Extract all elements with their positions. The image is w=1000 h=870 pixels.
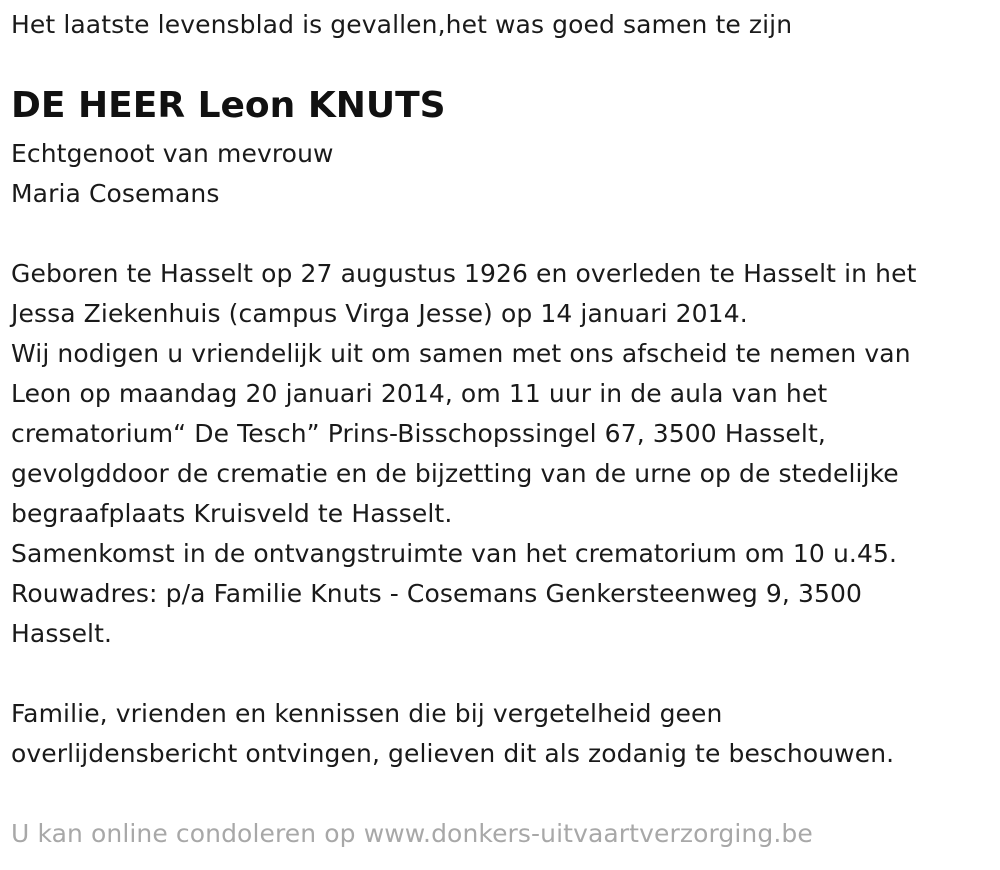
notice-body <box>11 254 916 654</box>
spouse-line: Maria Cosemans <box>11 179 220 208</box>
body-line: Leon op maandag 20 januari 2014, om 11 uur in de aula van het <box>11 379 828 408</box>
body-line: crematorium“ De Tesch” Prins-Bisschopssingel 67, 3500 Hasselt, <box>11 419 826 448</box>
deceased-name: DE HEER Leon KNUTS <box>11 85 446 126</box>
closing-line: Familie, vrienden en kennissen die bij vergetelheid geen <box>11 699 723 728</box>
body-line: gevolgddoor de crematie en de bijzetting van de urne op de stedelijke <box>11 459 899 488</box>
body-line: Rouwadres: p/a Familie Knuts - Cosemans Genkersteenweg 9, 3500 <box>11 579 863 608</box>
body-line: Hasselt. <box>11 619 113 648</box>
spouse-line: Echtgenoot van mevrouw <box>11 139 334 168</box>
body-line: begraafplaats Kruisveld te Hasselt. <box>11 499 453 528</box>
body-line: Samenkomst in de ontvangstruimte van het crematorium om 10 u.45. <box>11 539 898 568</box>
closing-note <box>11 694 894 774</box>
condolence-footer: U kan online condoleren op www.donkers-uitvaartverzorging.be <box>11 819 813 848</box>
spouse-block <box>11 134 334 214</box>
body-line: Jessa Ziekenhuis (campus Virga Jesse) op 14 januari 2014. <box>11 299 748 328</box>
body-line: Geboren te Hasselt op 27 augustus 1926 en overleden te Hasselt in het <box>11 259 917 288</box>
motto-text: Het laatste levensblad is gevallen,het was goed samen te zijn <box>11 10 793 39</box>
body-line: Wij nodigen u vriendelijk uit om samen met ons afscheid te nemen van <box>11 339 911 368</box>
closing-line: overlijdensbericht ontvingen, gelieven dit als zodanig te beschouwen. <box>11 739 895 768</box>
